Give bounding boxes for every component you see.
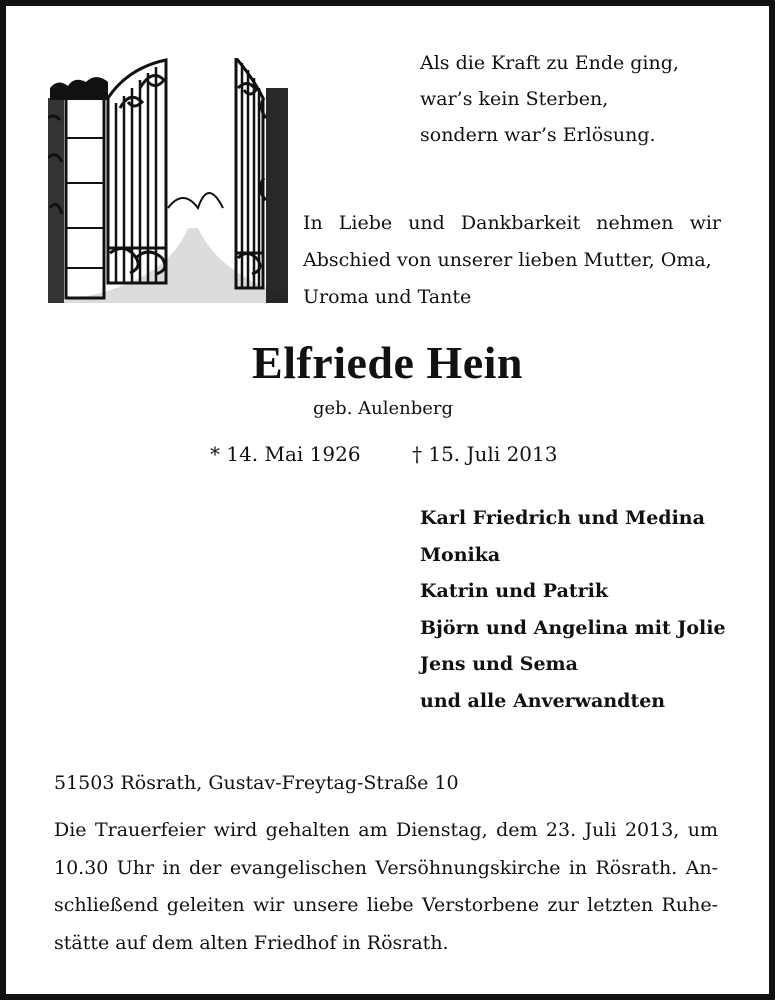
funeral-line: 10.30 Uhr in der evangelischen Versöhnungskirche in Rösrath. An- <box>54 856 718 879</box>
birth-name: geb. Aulenberg <box>313 398 454 419</box>
mourner-entry: und alle Anverwandten <box>420 689 666 712</box>
mourner-entry: Katrin und Patrik <box>420 580 609 602</box>
intro-line: Uroma und Tante <box>303 286 472 308</box>
family-address: 51503 Rösrath, Gustav-Freytag-Straße 10 <box>54 772 459 794</box>
mourner-entry: Jens und Sema <box>420 653 578 675</box>
poem-verse <box>420 45 679 153</box>
mourner-entry: Monika <box>420 543 501 566</box>
funeral-notice <box>54 812 718 962</box>
intro-text <box>303 205 721 316</box>
open-garden-gate-illustration <box>48 58 288 308</box>
birth-date: * 14. Mai 1926 <box>210 442 361 466</box>
intro-line: In Liebe und Dankbarkeit nehmen wir <box>303 212 721 234</box>
mourner-entry: Karl Friedrich und Medina <box>420 507 705 529</box>
death-date: † 15. Juli 2013 <box>412 442 558 466</box>
funeral-line: Die Trauerfeier wird gehalten am Dienstag, dem 23. Juli 2013, um <box>54 819 718 841</box>
mourner-entry: Björn und Angelina mit Jolie <box>420 616 726 639</box>
deceased-name: Elfriede Hein <box>252 337 523 388</box>
poem-line: Als die Kraft zu Ende ging, <box>420 52 679 74</box>
mourners-list <box>420 500 726 719</box>
funeral-line: schließend geleiten wir unsere liebe Verstorbene zur letzten Ruhe- <box>54 894 718 916</box>
funeral-line: stätte auf dem alten Friedhof in Rösrath. <box>54 931 449 954</box>
poem-line: war’s kein Sterben, <box>420 88 609 110</box>
poem-line: sondern war’s Erlösung. <box>420 124 656 146</box>
intro-line: Abschied von unserer lieben Mutter, Oma, <box>303 249 712 271</box>
